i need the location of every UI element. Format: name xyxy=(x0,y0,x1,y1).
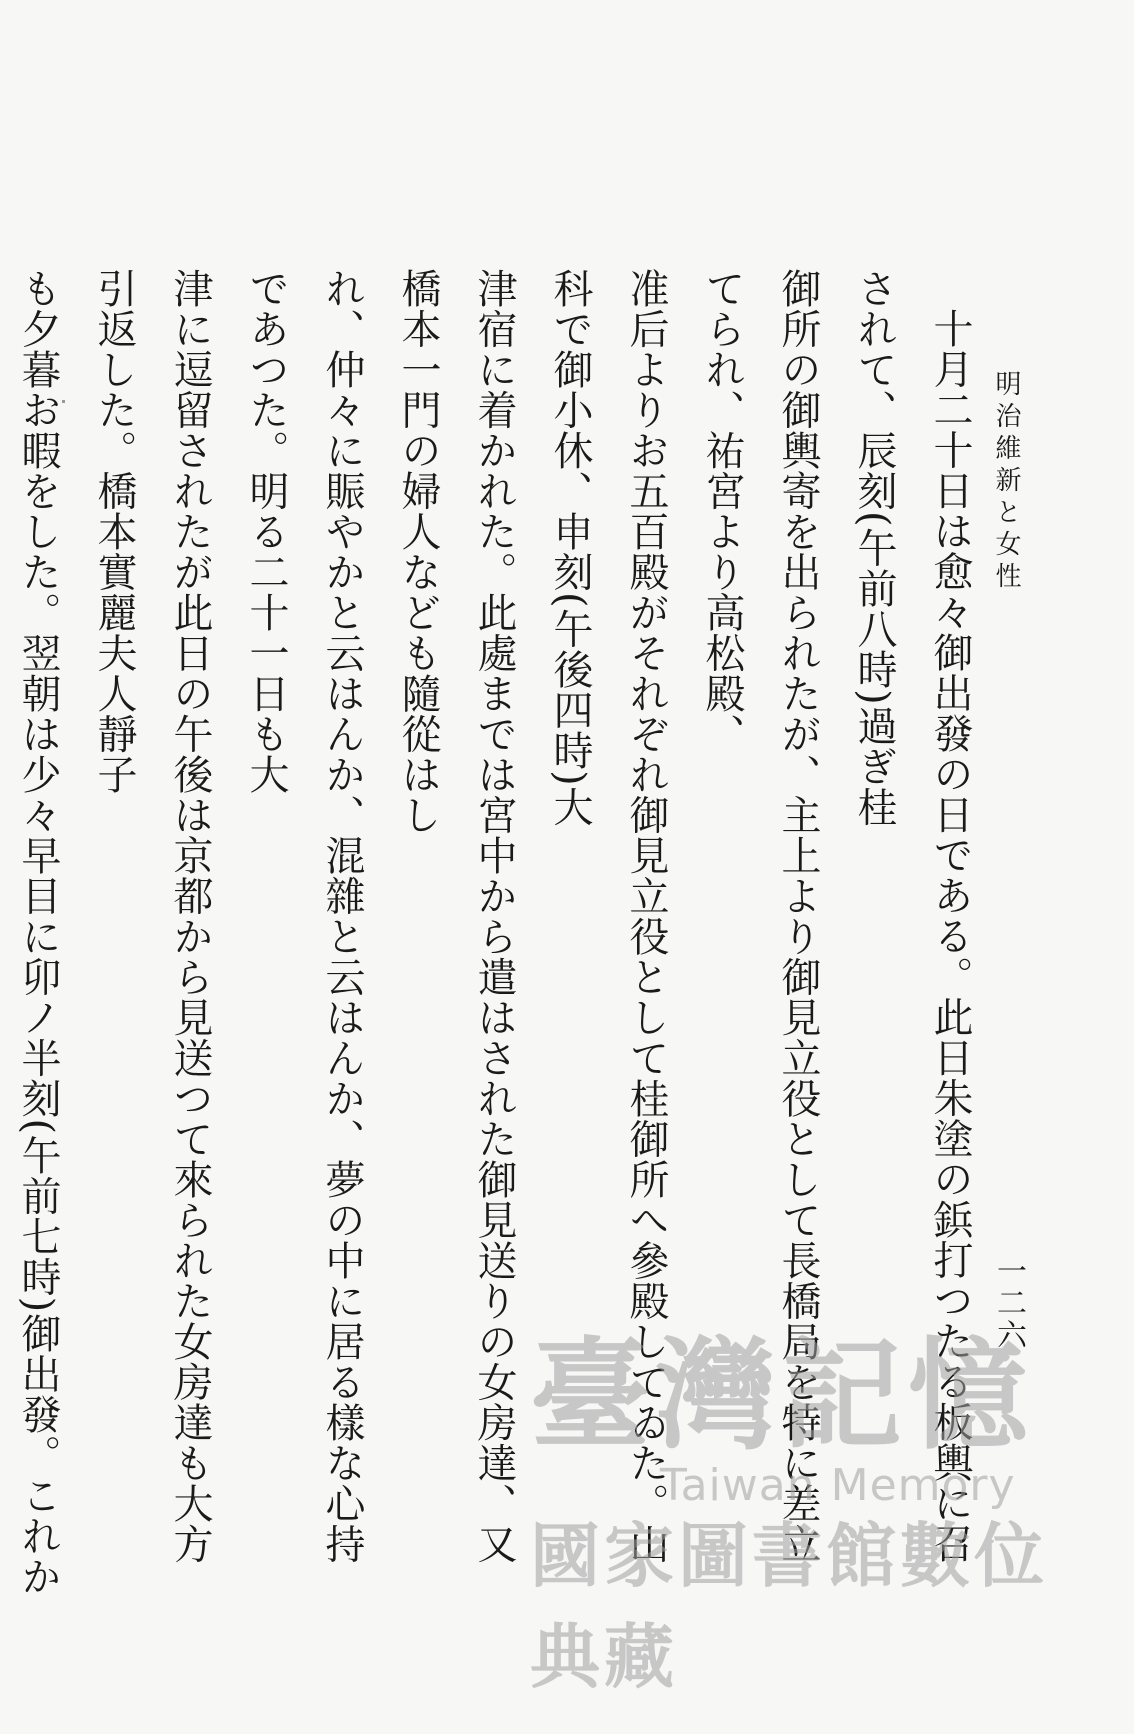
text-column: 津宿に着かれた。此處までは宮中から遣はされた御見送りの女房達、又橋本一門の婦人なども隨從はし xyxy=(395,268,517,1564)
text-column: れ、仲々に賑やかと云はんか、混雜と云はんか、夢の中に居る樣な心持であつた。明る二十一日も大 xyxy=(243,268,365,1564)
watermark-english: Taiwan Memory xyxy=(660,1460,1016,1511)
text-column: も夕暮お暇をした。翌朝は少々早目に卯ノ半刻(午前七時)御出發。これか xyxy=(15,268,61,1597)
page-number: 一二六 xyxy=(991,1255,1026,1351)
running-head: 明治維新と女性 xyxy=(991,370,1021,594)
text-column: 御所の御輿寄を出られたが、主上より御見立役として長橋局を特に差立てられ、祐宮より高松殿、 xyxy=(699,268,821,1564)
text-column: 准后よりお五百殿がそれぞれ御見立役として桂御所へ參殿してゐた。山科で御小休、申刻(午後四時)大 xyxy=(547,268,669,1564)
watermark-chinese: 臺灣記憶 xyxy=(530,1327,1034,1466)
text-column: 十月二十日は愈々御出發の日である。此日朱塗の鋲打つたる板輿に召されて、辰刻(午前八時)過ぎ桂 xyxy=(851,268,973,1564)
text-column: 津に逗留されたが此日の午後は京都から見送つて來られた女房達も大方引返した。橋本實麗夫人靜子 xyxy=(91,268,213,1564)
body-text xyxy=(15,268,988,1598)
watermark-institution: 國家圖書館數位典藏 xyxy=(530,1515,1048,1698)
